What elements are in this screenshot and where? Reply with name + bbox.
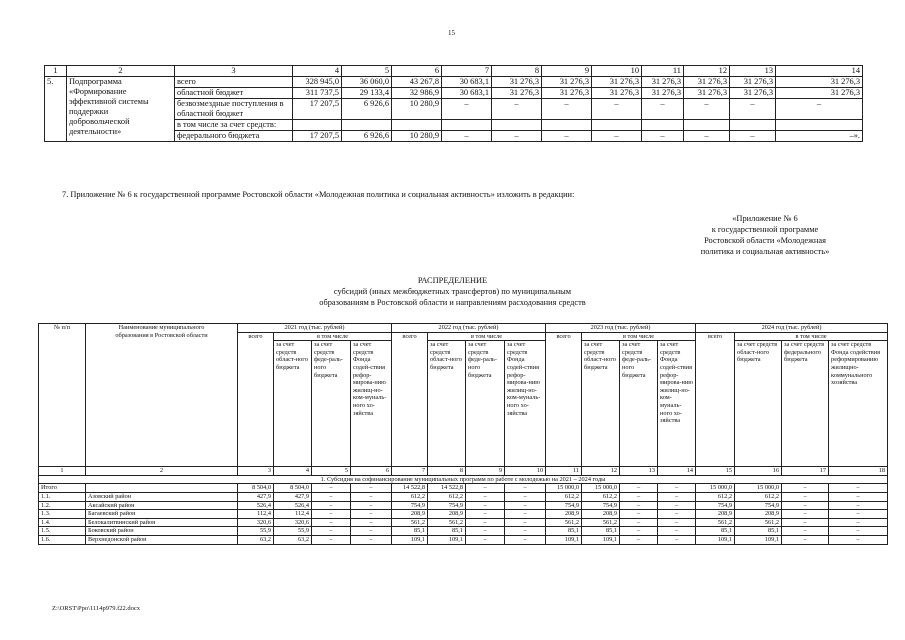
appendix-heading	[660, 213, 870, 257]
value-cell: 208,9	[546, 510, 582, 519]
document-title: РАСПРЕДЕЛЕНИЕ	[417, 276, 488, 285]
value-cell: 561,2	[392, 518, 428, 527]
value-cell: –	[782, 518, 829, 527]
header-cell: 14	[776, 66, 863, 77]
value-cell	[442, 120, 492, 131]
value-cell: –	[542, 99, 592, 120]
municipality-name: Багаевский район	[86, 510, 238, 519]
column-number: 7	[392, 467, 428, 476]
value-cell: –	[492, 99, 542, 120]
value-cell: –	[312, 527, 351, 536]
value-cell: 208,9	[696, 510, 735, 519]
value-cell: 63,2	[238, 535, 274, 544]
value-cell: 109,1	[546, 535, 582, 544]
value-cell: –	[730, 131, 776, 142]
value-cell: –	[642, 99, 684, 120]
column-number: 3	[238, 467, 274, 476]
value-cell	[642, 120, 684, 131]
value-cell: 561,2	[735, 518, 782, 527]
column-number: 11	[546, 467, 582, 476]
header-total: всего	[238, 332, 274, 467]
row-number: 1.4.	[39, 518, 86, 527]
value-cell: 31 276,3	[642, 77, 684, 88]
value-cell: –	[684, 131, 730, 142]
header-federal-budget: за счет средств федерального бюджета	[782, 341, 829, 467]
column-number: 5	[312, 467, 351, 476]
header-cell: 12	[684, 66, 730, 77]
value-cell: –	[829, 510, 888, 519]
document-subtitle-line: субсидий (иных межбюджетных трансфертов) по муниципальным	[333, 287, 572, 296]
value-cell: –	[351, 518, 392, 527]
value-cell: –	[505, 484, 546, 493]
value-cell: –	[829, 518, 888, 527]
column-number: 15	[696, 467, 735, 476]
header-cell: 9	[542, 66, 592, 77]
value-cell: 30 683,1	[442, 88, 492, 99]
column-number: 1	[39, 467, 86, 476]
value-cell: 85,1	[696, 527, 735, 536]
header-cell: 7	[442, 66, 492, 77]
row-number: 1.5.	[39, 527, 86, 536]
value-cell: 85,1	[735, 527, 782, 536]
value-cell: 612,2	[582, 492, 620, 501]
value-cell: 208,9	[428, 510, 466, 519]
value-cell: –	[351, 510, 392, 519]
value-cell: –	[466, 492, 505, 501]
value-cell: –	[620, 518, 658, 527]
value-cell: 31 276,3	[730, 88, 776, 99]
header-cell: 5	[342, 66, 392, 77]
value-cell: 14 522,8	[428, 484, 466, 493]
value-cell: –	[620, 484, 658, 493]
municipality-name: Азовский район	[86, 492, 238, 501]
name-line: поддержки	[69, 107, 109, 116]
value-cell: –	[312, 484, 351, 493]
header-federal-budget: за счет средств феде-раль-ного бюджета	[466, 341, 505, 467]
value-cell: –	[658, 518, 696, 527]
header-housing-fund: за счет средств Фонда содей-ствия рефор-мирова-нию жилищ-но-ком-муналь-ного хо-зяйства	[351, 341, 392, 467]
value-cell: –	[351, 492, 392, 501]
value-cell: –	[782, 484, 829, 493]
budget-table	[44, 65, 863, 142]
value-cell: 427,9	[274, 492, 312, 501]
table-row	[39, 501, 888, 510]
section-row	[39, 475, 888, 484]
document-subtitle-line: образованиям в Ростовской области и направлениям расходования средств	[319, 298, 586, 307]
appendix-line: политика и социальная активность»	[700, 247, 830, 256]
table-header-row	[45, 66, 863, 77]
header-row-years	[39, 324, 888, 333]
value-cell: –	[782, 501, 829, 510]
value-cell: 8 504,0	[274, 484, 312, 493]
value-cell: 85,1	[546, 527, 582, 536]
value-cell: 612,2	[392, 492, 428, 501]
header-regional-budget: за счет средств област-ного бюджета	[735, 341, 782, 467]
page-number: 15	[448, 29, 455, 37]
header-cell: 4	[293, 66, 342, 77]
value-cell: –	[829, 535, 888, 544]
value-cell: –	[466, 501, 505, 510]
value-cell: –	[592, 131, 642, 142]
name-line: Подпрограмма	[69, 77, 122, 86]
value-cell: –	[782, 510, 829, 519]
value-cell: 112,4	[274, 510, 312, 519]
header-regional-budget: за счет средств област-ного бюджета	[274, 341, 312, 467]
value-cell: –	[466, 518, 505, 527]
row-label: федерального бюджета	[175, 131, 293, 142]
value-cell: 31 276,3	[730, 77, 776, 88]
row-number: 1.1.	[39, 492, 86, 501]
value-cell: 612,2	[546, 492, 582, 501]
value-cell: 55,9	[238, 527, 274, 536]
value-cell: 85,1	[582, 527, 620, 536]
paragraph-7: 7. Приложение № 6 к государственной программе Ростовской области «Молодежная политика и социальная активность» изложить в редакции:	[62, 190, 575, 199]
value-cell: 17 207,5	[293, 131, 342, 142]
row-number: 5.	[45, 77, 67, 142]
value-cell: –	[542, 131, 592, 142]
value-cell: 754,9	[735, 501, 782, 510]
value-cell: –	[829, 484, 888, 493]
value-cell: 754,9	[428, 501, 466, 510]
value-cell: –».	[776, 131, 863, 142]
value-cell: 36 060,0	[342, 77, 392, 88]
value-cell: 29 133,4	[342, 88, 392, 99]
header-cell: 1	[45, 66, 67, 77]
value-cell: 208,9	[582, 510, 620, 519]
column-number: 8	[428, 467, 466, 476]
value-cell: 328 945,0	[293, 77, 342, 88]
row-label: в том числе за счет средств:	[175, 120, 293, 131]
column-number: 13	[620, 467, 658, 476]
value-cell: –	[592, 99, 642, 120]
header-cell: 6	[392, 66, 442, 77]
value-cell: 55,9	[274, 527, 312, 536]
value-cell: 320,6	[238, 518, 274, 527]
value-cell: 754,9	[546, 501, 582, 510]
value-cell: –	[505, 492, 546, 501]
header-federal-budget: за счет средств феде-раль-ного бюджета	[620, 341, 658, 467]
row-label: всего	[175, 77, 293, 88]
value-cell: 109,1	[696, 535, 735, 544]
column-number: 16	[735, 467, 782, 476]
value-cell	[492, 120, 542, 131]
value-cell: 15 000,0	[696, 484, 735, 493]
column-number: 14	[658, 467, 696, 476]
value-cell: 8 504,0	[238, 484, 274, 493]
value-cell: 31 276,3	[542, 88, 592, 99]
value-cell: –	[829, 527, 888, 536]
value-cell: 31 276,3	[642, 88, 684, 99]
value-cell: 561,2	[546, 518, 582, 527]
value-cell: –	[351, 527, 392, 536]
row-number: 1.6.	[39, 535, 86, 544]
value-cell: 612,2	[428, 492, 466, 501]
header-incl: в том числе	[735, 332, 888, 341]
value-cell: –	[658, 510, 696, 519]
header-incl: в том числе	[274, 332, 392, 341]
value-cell: 30 683,1	[442, 77, 492, 88]
value-cell: –	[658, 535, 696, 544]
value-cell: –	[312, 535, 351, 544]
name-line: добровольческой	[69, 117, 130, 126]
table-row	[39, 518, 888, 527]
value-cell: 208,9	[392, 510, 428, 519]
header-total: всего	[696, 332, 735, 467]
value-cell: 754,9	[696, 501, 735, 510]
value-cell: –	[442, 99, 492, 120]
distribution-table	[38, 323, 888, 545]
value-cell: –	[466, 510, 505, 519]
header-cell: 13	[730, 66, 776, 77]
value-cell: –	[658, 527, 696, 536]
value-cell: –	[620, 492, 658, 501]
value-cell: 31 276,3	[776, 88, 863, 99]
value-cell: –	[620, 535, 658, 544]
value-cell: 109,1	[735, 535, 782, 544]
table-row	[39, 484, 888, 493]
value-cell: –	[466, 527, 505, 536]
value-cell: –	[351, 484, 392, 493]
value-cell: –	[505, 510, 546, 519]
row-label: безвозмездные поступления в областной бюджет	[175, 99, 293, 120]
value-cell: 10 280,9	[392, 131, 442, 142]
header-total: всего	[546, 332, 582, 467]
value-cell: –	[658, 484, 696, 493]
value-cell: –	[620, 510, 658, 519]
value-cell: –	[492, 131, 542, 142]
row-number: Итого	[39, 484, 86, 493]
value-cell: –	[505, 501, 546, 510]
header-cell: 10	[592, 66, 642, 77]
value-cell: 31 276,3	[684, 88, 730, 99]
value-cell: 31 276,3	[592, 88, 642, 99]
table-row	[39, 535, 888, 544]
value-cell: 526,4	[238, 501, 274, 510]
header-cell: 3	[175, 66, 293, 77]
header-cell: 8	[492, 66, 542, 77]
name-line: «Формирование	[69, 87, 127, 96]
value-cell: –	[658, 492, 696, 501]
value-cell: 109,1	[428, 535, 466, 544]
value-cell	[542, 120, 592, 131]
value-cell: 31 276,3	[542, 77, 592, 88]
header-incl: в том числе	[428, 332, 546, 341]
column-number: 12	[582, 467, 620, 476]
value-cell: –	[829, 492, 888, 501]
value-cell: –	[642, 131, 684, 142]
file-path-footer: Z:\ORST\Ppo\1114p979.f22.docx	[52, 605, 140, 612]
value-cell	[592, 120, 642, 131]
appendix-line: Ростовской области «Молодежная	[704, 236, 826, 245]
header-cell: 2	[67, 66, 175, 77]
value-cell: –	[620, 527, 658, 536]
value-cell: 31 276,3	[684, 77, 730, 88]
table-row	[45, 77, 863, 88]
header-federal-budget: за счет средств феде-раль-ного бюджета	[312, 341, 351, 467]
header-housing-fund: за счет средств Фонда содей-ствия рефор-мирова-нию жилищ-но-ком-муналь-ного хо-зяйства	[505, 341, 546, 467]
row-number: 1.2.	[39, 501, 86, 510]
header-year-2024: 2024 год (тыс. рублей)	[696, 324, 888, 333]
value-cell: 612,2	[735, 492, 782, 501]
value-cell: 6 926,6	[342, 131, 392, 142]
value-cell: –	[442, 131, 492, 142]
header-housing-fund: за счет средств Фонда содей-ствия рефор-мирова-нию жилищ-но-ком-муналь-ного хо-зяйства	[658, 341, 696, 467]
column-number: 4	[274, 467, 312, 476]
header-year-2023: 2023 год (тыс. рублей)	[546, 324, 696, 333]
value-cell: 311 737,5	[293, 88, 342, 99]
header-year-2022: 2022 год (тыс. рублей)	[392, 324, 546, 333]
value-cell: –	[620, 501, 658, 510]
column-number: 9	[466, 467, 505, 476]
column-number: 2	[86, 467, 238, 476]
value-cell: 109,1	[392, 535, 428, 544]
value-cell: –	[730, 99, 776, 120]
value-cell: 17 207,5	[293, 99, 342, 120]
municipality-name: Верхнедонской район	[86, 535, 238, 544]
value-cell: 31 276,3	[592, 77, 642, 88]
value-cell: 6 926,6	[342, 99, 392, 120]
name-line: эффективной системы	[69, 97, 149, 106]
subprogram-name	[67, 77, 175, 142]
value-cell: –	[782, 535, 829, 544]
value-cell: –	[312, 510, 351, 519]
appendix-line: «Приложение № 6	[732, 214, 798, 223]
appendix-line: к государственной программе	[711, 225, 819, 234]
column-number: 6	[351, 467, 392, 476]
value-cell: –	[312, 501, 351, 510]
column-number: 18	[829, 467, 888, 476]
name-line: деятельности»	[69, 127, 122, 136]
municipality-name	[86, 484, 238, 493]
value-cell: 612,2	[696, 492, 735, 501]
value-cell: 32 986,9	[392, 88, 442, 99]
value-cell: –	[658, 501, 696, 510]
value-cell: –	[505, 535, 546, 544]
value-cell: 427,9	[238, 492, 274, 501]
value-cell: –	[466, 484, 505, 493]
value-cell: –	[684, 99, 730, 120]
value-cell: 561,2	[696, 518, 735, 527]
value-cell: 109,1	[582, 535, 620, 544]
value-cell: 85,1	[428, 527, 466, 536]
value-cell: –	[351, 535, 392, 544]
value-cell: 15 000,0	[546, 484, 582, 493]
section-title: 1. Субсидия на софинансирование муниципальных программ по работе с молодежью на 2021 – 2024 годы	[39, 475, 888, 484]
header-regional-budget: за счет средств област-ного бюджета	[428, 341, 466, 467]
municipality-name: Белокалитвинский район	[86, 518, 238, 527]
value-cell: –	[312, 492, 351, 501]
value-cell: 31 276,3	[776, 77, 863, 88]
header-name: Наименование муниципального образования в Ростовской области	[86, 324, 238, 467]
value-cell: 31 276,3	[492, 88, 542, 99]
value-cell: 561,2	[428, 518, 466, 527]
value-cell	[776, 120, 863, 131]
value-cell	[392, 120, 442, 131]
value-cell: –	[505, 518, 546, 527]
table-row	[39, 492, 888, 501]
column-number: 10	[505, 467, 546, 476]
header-housing-fund: за счет средств Фонда содействия реформированию жилищно-коммунального хозяйства	[829, 341, 888, 467]
value-cell	[684, 120, 730, 131]
value-cell: 320,6	[274, 518, 312, 527]
value-cell: –	[505, 527, 546, 536]
municipality-name: Аксайский район	[86, 501, 238, 510]
value-cell: 754,9	[392, 501, 428, 510]
header-year-2021: 2021 год (тыс. рублей)	[238, 324, 392, 333]
table-row	[39, 510, 888, 519]
value-cell: –	[312, 518, 351, 527]
value-cell	[342, 120, 392, 131]
value-cell: –	[466, 535, 505, 544]
value-cell: 14 522,8	[392, 484, 428, 493]
header-regional-budget: за счет средств област-ного бюджета	[582, 341, 620, 467]
value-cell: –	[782, 492, 829, 501]
value-cell: 15 000,0	[582, 484, 620, 493]
value-cell: 31 276,3	[492, 77, 542, 88]
value-cell: –	[829, 501, 888, 510]
column-number: 17	[782, 467, 829, 476]
value-cell	[293, 120, 342, 131]
municipality-name: Боковский район	[86, 527, 238, 536]
value-cell	[730, 120, 776, 131]
value-cell: –	[782, 527, 829, 536]
column-number-row	[39, 467, 888, 476]
value-cell: 208,9	[735, 510, 782, 519]
value-cell: 561,2	[582, 518, 620, 527]
value-cell: –	[351, 501, 392, 510]
value-cell: 85,1	[392, 527, 428, 536]
value-cell: 10 280,9	[392, 99, 442, 120]
value-cell: 526,4	[274, 501, 312, 510]
value-cell: 15 000,0	[735, 484, 782, 493]
row-label: областной бюджет	[175, 88, 293, 99]
value-cell: –	[776, 99, 863, 120]
value-cell: 112,4	[238, 510, 274, 519]
header-incl: в том числе	[582, 332, 696, 341]
row-number: 1.3.	[39, 510, 86, 519]
header-num: № п/п	[39, 324, 86, 467]
header-total: всего	[392, 332, 428, 467]
table-row	[39, 527, 888, 536]
header-cell: 11	[642, 66, 684, 77]
value-cell: 63,2	[274, 535, 312, 544]
value-cell: 43 267,8	[392, 77, 442, 88]
value-cell: 754,9	[582, 501, 620, 510]
